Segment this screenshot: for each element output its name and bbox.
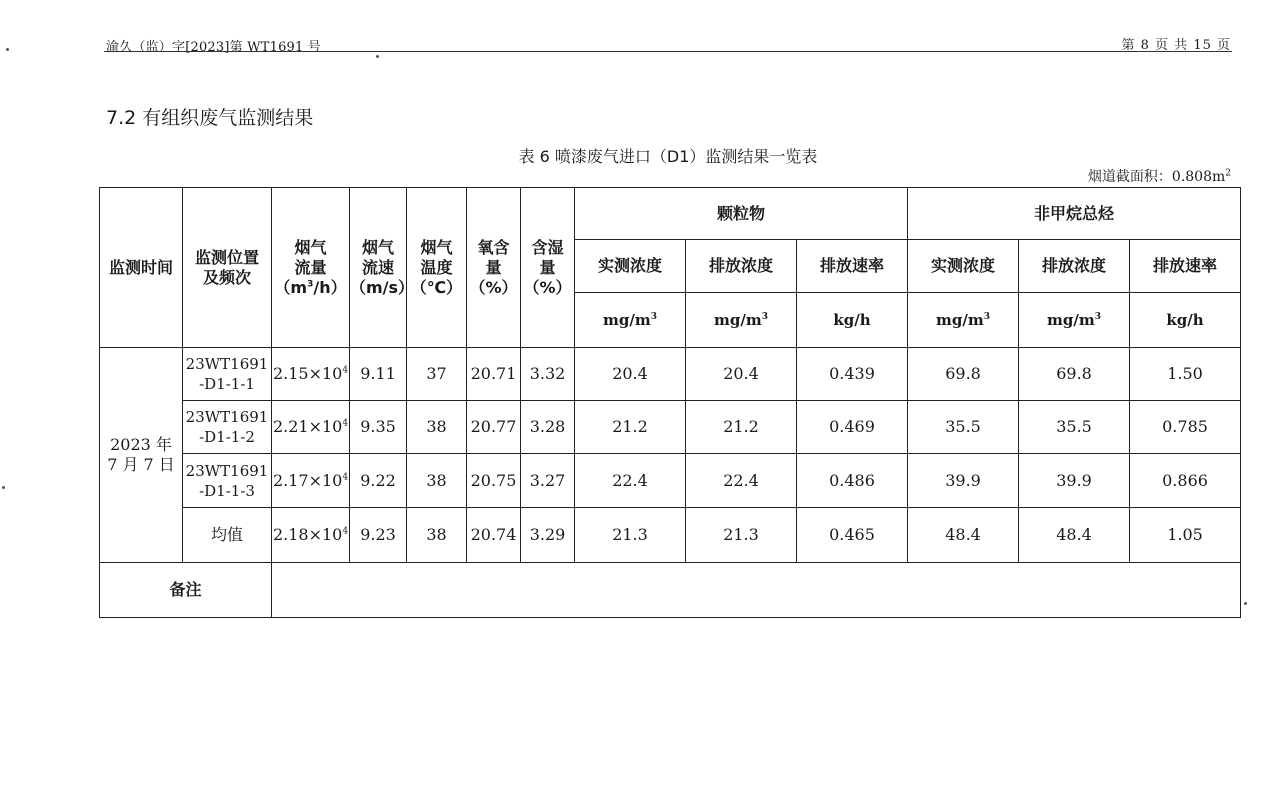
section-title: 7.2 有组织废气监测结果 xyxy=(106,107,314,129)
n-rate-value: 1.05 xyxy=(1130,508,1241,563)
table-row xyxy=(100,401,1241,454)
scan-speck xyxy=(6,48,9,51)
temperature-value: 38 xyxy=(407,508,467,563)
p-emission-value: 22.4 xyxy=(686,454,797,508)
n-emission-value: 48.4 xyxy=(1019,508,1130,563)
remarks-value xyxy=(272,563,1241,618)
scan-speck xyxy=(376,55,379,58)
sample-location: 23WT1691 -D1-1-1 xyxy=(183,348,272,401)
temperature-value: 37 xyxy=(407,348,467,401)
p-emission-value: 21.3 xyxy=(686,508,797,563)
p-measured-value: 21.2 xyxy=(575,401,686,454)
col-group-nmhc: 非甲烷总烃 xyxy=(908,188,1241,240)
oxygen-value: 20.71 xyxy=(467,348,521,401)
oxygen-value: 20.75 xyxy=(467,454,521,508)
col-moisture: 含湿 量 （%） xyxy=(521,188,575,348)
oxygen-value: 20.74 xyxy=(467,508,521,563)
col-flow: 烟气 流量 $(m^3/h)$ xyxy=(272,188,350,348)
oxygen-value: 20.77 xyxy=(467,401,521,454)
p-rate-value: 0.486 xyxy=(797,454,908,508)
sampling-date: 2023 年 7 月 7 日 xyxy=(100,348,183,563)
p-measured-value: 21.3 xyxy=(575,508,686,563)
p-emission-value: 21.2 xyxy=(686,401,797,454)
moisture-value: 3.27 xyxy=(521,454,575,508)
unit-n-rate: kg/h xyxy=(1130,293,1241,348)
flow-value: $2.15\times 10^4$ xyxy=(272,348,350,401)
velocity-value: 9.23 xyxy=(350,508,407,563)
col-time: 监测时间 xyxy=(100,188,183,348)
moisture-value: 3.32 xyxy=(521,348,575,401)
n-rate-value: 0.785 xyxy=(1130,401,1241,454)
unit-p-measured: $mg/m^3$ xyxy=(575,293,686,348)
moisture-value: 3.28 xyxy=(521,401,575,454)
table-row xyxy=(100,348,1241,401)
n-measured-value: 39.9 xyxy=(908,454,1019,508)
n-rate-value: 0.866 xyxy=(1130,454,1241,508)
col-p-emission: 排放浓度 xyxy=(686,240,797,293)
sample-location: 23WT1691 -D1-1-2 xyxy=(183,401,272,454)
remarks-row xyxy=(100,563,1241,618)
p-measured-value: 20.4 xyxy=(575,348,686,401)
unit-n-measured: $mg/m^3$ xyxy=(908,293,1019,348)
header-row-1 xyxy=(100,188,1241,240)
col-temperature: 烟气 温度 （℃） xyxy=(407,188,467,348)
temperature-value: 38 xyxy=(407,401,467,454)
p-emission-value: 20.4 xyxy=(686,348,797,401)
col-group-particulate: 颗粒物 xyxy=(575,188,908,240)
flow-value: $2.21\times 10^4$ xyxy=(272,401,350,454)
flow-value: $2.18\times 10^4$ xyxy=(272,508,350,563)
col-n-rate: 排放速率 xyxy=(1130,240,1241,293)
col-location: 监测位置 及频次 xyxy=(183,188,272,348)
average-row xyxy=(100,508,1241,563)
col-p-rate: 排放速率 xyxy=(797,240,908,293)
n-measured-value: 35.5 xyxy=(908,401,1019,454)
velocity-value: 9.35 xyxy=(350,401,407,454)
table-caption: 表 6 喷漆废气进口（D1）监测结果一览表 xyxy=(518,147,818,166)
n-rate-value: 1.50 xyxy=(1130,348,1241,401)
unit-p-emission: $mg/m^3$ xyxy=(686,293,797,348)
remarks-label: 备注 xyxy=(100,563,272,618)
p-rate-value: 0.465 xyxy=(797,508,908,563)
col-velocity: 烟气 流速 （m/s） xyxy=(350,188,407,348)
monitoring-results-table xyxy=(99,187,1241,618)
n-measured-value: 48.4 xyxy=(908,508,1019,563)
moisture-value: 3.29 xyxy=(521,508,575,563)
col-oxygen: 氧含 量 （%） xyxy=(467,188,521,348)
col-p-measured: 实测浓度 xyxy=(575,240,686,293)
col-n-measured: 实测浓度 xyxy=(908,240,1019,293)
n-measured-value: 69.8 xyxy=(908,348,1019,401)
velocity-value: 9.22 xyxy=(350,454,407,508)
flow-value: $2.17\times 10^4$ xyxy=(272,454,350,508)
page-number: 第 8 页 共 15 页 xyxy=(1121,38,1231,53)
p-rate-value: 0.439 xyxy=(797,348,908,401)
p-rate-value: 0.469 xyxy=(797,401,908,454)
n-emission-value: 69.8 xyxy=(1019,348,1130,401)
sample-location: 23WT1691 -D1-1-3 xyxy=(183,454,272,508)
velocity-value: 9.11 xyxy=(350,348,407,401)
unit-n-emission: $mg/m^3$ xyxy=(1019,293,1130,348)
report-number: 渝久（监）字[2023]第 WT1691 号 xyxy=(106,40,322,55)
header-rule xyxy=(104,51,1232,52)
unit-p-rate: kg/h xyxy=(797,293,908,348)
temperature-value: 38 xyxy=(407,454,467,508)
p-measured-value: 22.4 xyxy=(575,454,686,508)
average-label: 均值 xyxy=(183,508,272,563)
scan-speck xyxy=(1244,602,1247,605)
scan-speck xyxy=(2,486,5,489)
table-row xyxy=(100,454,1241,508)
col-n-emission: 排放浓度 xyxy=(1019,240,1130,293)
n-emission-value: 35.5 xyxy=(1019,401,1130,454)
flue-area-note: 烟道截面积：$0.808m^2$ xyxy=(1087,168,1231,185)
n-emission-value: 39.9 xyxy=(1019,454,1130,508)
